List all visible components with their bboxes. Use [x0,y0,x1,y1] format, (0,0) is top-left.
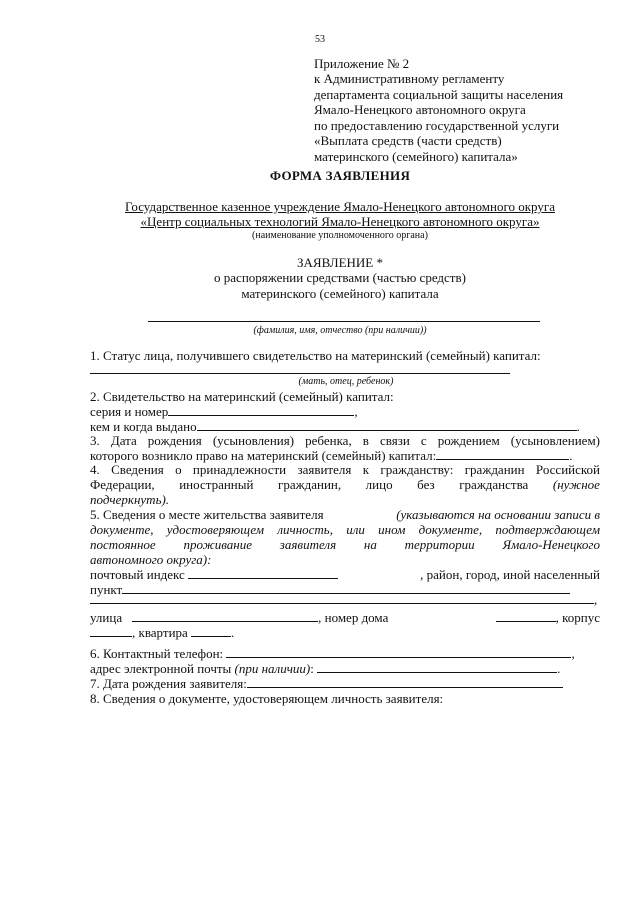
citizenship-options-row [90,477,600,493]
email-note: (при наличии) [234,661,311,676]
email-row [90,661,560,677]
appendix-line: материнского (семейного) капитала» [314,149,518,164]
section-3-line1: 3. Дата рождения (усыновления) ребенка, в связи с рождением (усыновлением) [90,433,600,448]
locality-field[interactable] [122,582,570,594]
birth-date-field[interactable] [247,676,563,688]
organization-caption: (наименование уполномоченного органа) [252,230,428,241]
section-8-label: 8. Сведения о документе, удостоверяющем личность заявителя: [90,691,444,706]
organization-name-line1: Государственное казенное учреждение Ямало-Ненецкого автономного округа [125,199,555,214]
citizenship-option-stateless-3[interactable]: гражданства [459,477,529,492]
fio-field-line[interactable] [148,321,540,322]
section-1-label: 1. Статус лица, получившего свидетельство на материнский (семейный) капитал: [90,348,541,363]
issued-label: кем и когда выдано [90,419,197,434]
section-5-note: (указываются на основании записи в [396,507,600,522]
child-birth-date-field[interactable] [436,448,569,460]
punct-comma: , [354,404,358,419]
section-5-line3: постоянное проживание заявителя на территории Ямало-Ненецкого [90,537,600,552]
appendix-line: департамента социальной защиты населения [314,87,564,102]
punct-comma: , [594,592,598,607]
status-field-line[interactable] [90,373,510,374]
corpus-field[interactable] [90,625,132,637]
appendix-line: по предоставлению государственной услуги [314,118,560,133]
phone-field[interactable] [226,646,571,658]
appendix-line: к Административному регламенту [314,71,505,86]
appendix-line: «Выплата средств (части средств) [314,133,502,148]
phone-row [90,646,575,662]
status-caption: (мать, отец, ребенок) [298,376,394,387]
page-number: 53 [315,34,325,45]
citizenship-note-end: подчеркнуть). [90,492,170,507]
citizenship-option-stateless-2[interactable]: без [417,477,435,492]
section-4-line1: 4. Сведения о принадлежности заявителя к гражданству: гражданин Российской [90,462,600,477]
apartment-field[interactable] [191,625,231,637]
application-subtitle: материнского (семейного) капитала [241,286,439,301]
house-field[interactable] [496,610,556,622]
citizenship-note: (нужное [552,477,600,492]
application-title: ЗАЯВЛЕНИЕ * [297,255,383,270]
citizenship-option-stateless-1[interactable]: лицо [365,477,393,492]
citizenship-option-foreign[interactable]: иностранный [179,477,254,492]
email-colon: : [310,661,314,676]
issued-field[interactable] [197,419,577,431]
series-number-row [90,404,358,420]
birth-date-label: 7. Дата рождения заявителя: [90,676,247,691]
appendix-line: Ямало-Ненецкого автономного округа [314,102,526,117]
punct-period: . [576,419,580,434]
appendix-line: Приложение № 2 [314,56,410,71]
fio-caption: (фамилия, имя, отчество (при наличии)) [253,325,427,336]
citizenship-option-foreign-word[interactable]: гражданин, [278,477,342,492]
postal-index-field[interactable] [188,567,338,579]
section-2-label: 2. Свидетельство на материнский (семейный) капитал: [90,389,394,404]
punct-period: . [557,661,561,676]
birth-date-row [90,676,563,692]
postal-row [90,567,600,583]
series-number-field[interactable] [168,404,354,416]
address-field-line[interactable] [90,603,594,604]
citizenship-option-rf[interactable]: Федерации, [90,477,155,492]
point-row [90,582,570,598]
point-label: пункт [90,582,123,597]
locality-label: , район, город, иной населенный [420,567,600,582]
phone-label: 6. Контактный телефон: [90,646,224,661]
application-subtitle: о распоряжении средствами (частью средств) [214,270,466,285]
street-row [90,610,600,626]
house-label: , номер дома [318,610,389,625]
section-5-line4: автономного округа): [90,552,212,567]
email-field[interactable] [317,661,557,673]
postal-index-label: почтовый индекс [90,567,185,582]
punct-period: . [231,625,235,640]
street-field[interactable] [132,610,318,622]
apartment-label: , квартира [132,625,188,640]
series-number-label: серия и номер [90,404,169,419]
email-label: адрес электронной почты [90,661,232,676]
corpus-label: , корпус [555,610,600,625]
apartment-row [90,625,234,641]
section-5-line2: документе, удостоверяющем личность, или ином документе, подтверждающем [90,522,600,537]
punct-period: . [569,448,573,463]
section-5-label: 5. Сведения о месте жительства заявителя [90,507,324,522]
form-title: ФОРМА ЗАЯВЛЕНИЯ [269,168,411,183]
punct-comma: , [571,646,575,661]
street-label: улица [90,610,123,625]
organization-name-line2: «Центр социальных технологий Ямало-Ненецкого автономного округа» [140,214,540,229]
section-5-line1 [90,507,600,523]
section-3-line2: которого возникло право на материнский (семейный) капитал: [90,448,437,463]
